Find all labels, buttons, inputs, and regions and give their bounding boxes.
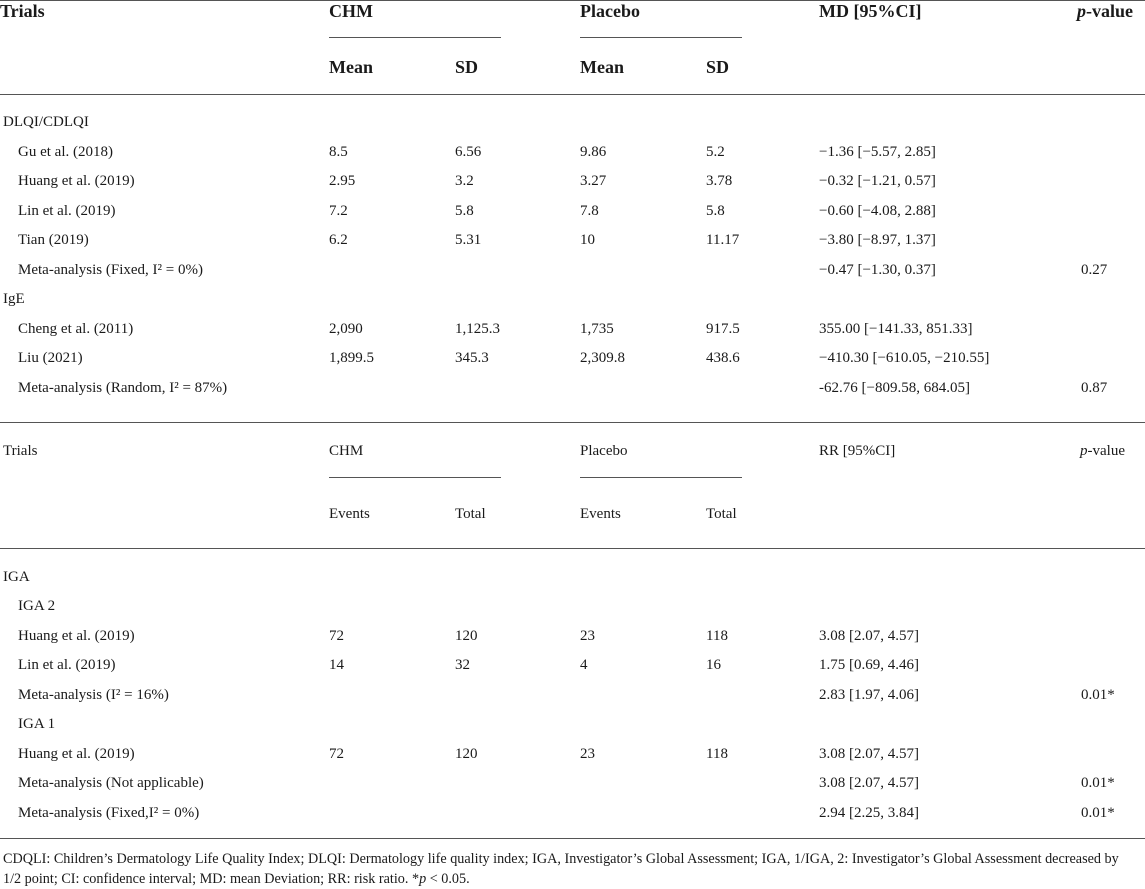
- section-divider-rule: [0, 422, 1145, 423]
- chm-mean: 1,899.5: [329, 350, 374, 366]
- trial-name: Meta-analysis (I² = 16%): [18, 687, 169, 703]
- placebo-mean: 1,735: [580, 321, 614, 337]
- placebo-events: 23: [580, 746, 595, 762]
- placebo-total: 118: [706, 628, 728, 644]
- footnote-tail: < 0.05.: [426, 871, 470, 887]
- trial-name: Huang et al. (2019): [18, 628, 135, 644]
- p-value: 0.27: [1081, 262, 1108, 278]
- placebo-sd: 5.8: [706, 203, 725, 219]
- chm-sd: 5.8: [455, 203, 474, 219]
- col-header-p-value-2: p-value: [1080, 443, 1125, 459]
- rr-ci: 3.08 [2.07, 4.57]: [819, 628, 919, 644]
- col-header-chm: CHM: [329, 1, 373, 21]
- trial-name: Lin et al. (2019): [18, 657, 116, 673]
- chm-sd: 345.3: [455, 350, 489, 366]
- placebo-total: 118: [706, 746, 728, 762]
- chm-events: 72: [329, 628, 344, 644]
- md-ci: −1.36 [−5.57, 2.85]: [819, 144, 936, 160]
- chm-total: 120: [455, 628, 478, 644]
- chm-mean: 6.2: [329, 232, 348, 248]
- md-ci: −0.32 [−1.21, 0.57]: [819, 173, 936, 189]
- placebo-span-rule: [580, 37, 742, 38]
- md-ci: -62.76 [−809.58, 684.05]: [819, 380, 970, 396]
- col-header-chm-events: Events: [329, 506, 370, 522]
- trial-name: Tian (2019): [18, 232, 89, 248]
- col-header-md: MD [95%CI]: [819, 1, 922, 21]
- trial-name: Cheng et al. (2011): [18, 321, 134, 337]
- col-header-chm-2: CHM: [329, 443, 364, 459]
- placebo-mean: 10: [580, 232, 595, 248]
- rr-ci: 3.08 [2.07, 4.57]: [819, 746, 919, 762]
- trial-name: Gu et al. (2018): [18, 144, 113, 160]
- rr-ci: 2.83 [1.97, 4.06]: [819, 687, 919, 703]
- rr-ci: 3.08 [2.07, 4.57]: [819, 775, 919, 791]
- trial-name: Meta-analysis (Fixed,I² = 0%): [18, 805, 200, 821]
- table-footnote: [3, 849, 1138, 889]
- p-value: 0.87: [1081, 380, 1108, 396]
- trial-name: Lin et al. (2019): [18, 203, 116, 219]
- rr-ci: 2.94 [2.25, 3.84]: [819, 805, 919, 821]
- chm-sd: 5.31: [455, 232, 482, 248]
- col-header-trials: Trials: [0, 1, 45, 21]
- placebo-sd: 3.78: [706, 173, 733, 189]
- placebo-mean: 2,309.8: [580, 350, 625, 366]
- placebo-mean: 3.27: [580, 173, 607, 189]
- chm-mean: 2.95: [329, 173, 356, 189]
- chm-sd: 6.56: [455, 144, 482, 160]
- col-header-placebo-2: Placebo: [580, 443, 628, 459]
- col-header-placebo-mean: Mean: [580, 57, 624, 77]
- chm-events: 14: [329, 657, 344, 673]
- rr-ci: 1.75 [0.69, 4.46]: [819, 657, 919, 673]
- table-top-rule: [0, 0, 1145, 1]
- placebo-sd: 917.5: [706, 321, 740, 337]
- col-header-placebo-sd: SD: [706, 57, 730, 77]
- chm-sd: 1,125.3: [455, 321, 500, 337]
- placebo-events: 4: [580, 657, 588, 673]
- trial-name: Meta-analysis (Not applicable): [18, 775, 204, 791]
- col-header-rr: RR [95%CI]: [819, 443, 896, 459]
- chm-span-rule-2: [329, 477, 501, 478]
- chm-sd: 3.2: [455, 173, 474, 189]
- group-label-ige: IgE: [3, 291, 25, 307]
- md-ci: −0.47 [−1.30, 0.37]: [819, 262, 936, 278]
- col-header-p-value: p-value: [1077, 1, 1133, 21]
- header1-bottom-rule: [0, 94, 1145, 95]
- p-value: 0.01*: [1081, 805, 1115, 821]
- trial-name: Meta-analysis (Fixed, I² = 0%): [18, 262, 203, 278]
- trial-name: Huang et al. (2019): [18, 746, 135, 762]
- group-label-dlqi: DLQI/CDLQI: [3, 114, 89, 130]
- p-value: 0.01*: [1081, 775, 1115, 791]
- col-header-placebo-events: Events: [580, 506, 621, 522]
- col-header-chm-total: Total: [455, 506, 486, 522]
- col-header-placebo: Placebo: [580, 1, 640, 21]
- footnote-p-italic: p: [419, 871, 427, 887]
- subgroup-label-iga1: IGA 1: [18, 716, 56, 732]
- chm-span-rule: [329, 37, 501, 38]
- chm-events: 72: [329, 746, 344, 762]
- md-ci: −410.30 [−610.05, −210.55]: [819, 350, 990, 366]
- chm-mean: 8.5: [329, 144, 348, 160]
- header2-bottom-rule: [0, 548, 1145, 549]
- trial-name: Huang et al. (2019): [18, 173, 135, 189]
- trial-name: Liu (2021): [18, 350, 83, 366]
- md-ci: −3.80 [−8.97, 1.37]: [819, 232, 936, 248]
- chm-total: 32: [455, 657, 470, 673]
- placebo-events: 23: [580, 628, 595, 644]
- placebo-total: 16: [706, 657, 721, 673]
- placebo-mean: 9.86: [580, 144, 607, 160]
- trial-name: Meta-analysis (Random, I² = 87%): [18, 380, 228, 396]
- placebo-mean: 7.8: [580, 203, 599, 219]
- col-header-placebo-total: Total: [706, 506, 737, 522]
- col-header-chm-mean: Mean: [329, 57, 373, 77]
- chm-mean: 7.2: [329, 203, 348, 219]
- footnote-text: CDQLI: Children’s Dermatology Life Quality Index; DLQI: Dermatology life quality index; IGA, Investigator’s Global Assessment; IGA, 1/IGA, 2: Investigator’s Global Assessment decreased by 1/2 point; CI: confidence interval; MD: mean Deviation; RR: risk ratio. *: [3, 851, 1119, 887]
- md-ci: 355.00 [−141.33, 851.33]: [819, 321, 973, 337]
- placebo-sd: 11.17: [706, 232, 740, 248]
- col-header-trials-2: Trials: [3, 443, 38, 459]
- group-label-iga: IGA: [3, 569, 30, 585]
- p-value: 0.01*: [1081, 687, 1115, 703]
- placebo-sd: 5.2: [706, 144, 725, 160]
- placebo-sd: 438.6: [706, 350, 740, 366]
- placebo-span-rule-2: [580, 477, 742, 478]
- md-ci: −0.60 [−4.08, 2.88]: [819, 203, 936, 219]
- col-header-chm-sd: SD: [455, 57, 479, 77]
- chm-mean: 2,090: [329, 321, 363, 337]
- subgroup-label-iga2: IGA 2: [18, 598, 56, 614]
- chm-total: 120: [455, 746, 478, 762]
- table-bottom-rule: [0, 838, 1145, 839]
